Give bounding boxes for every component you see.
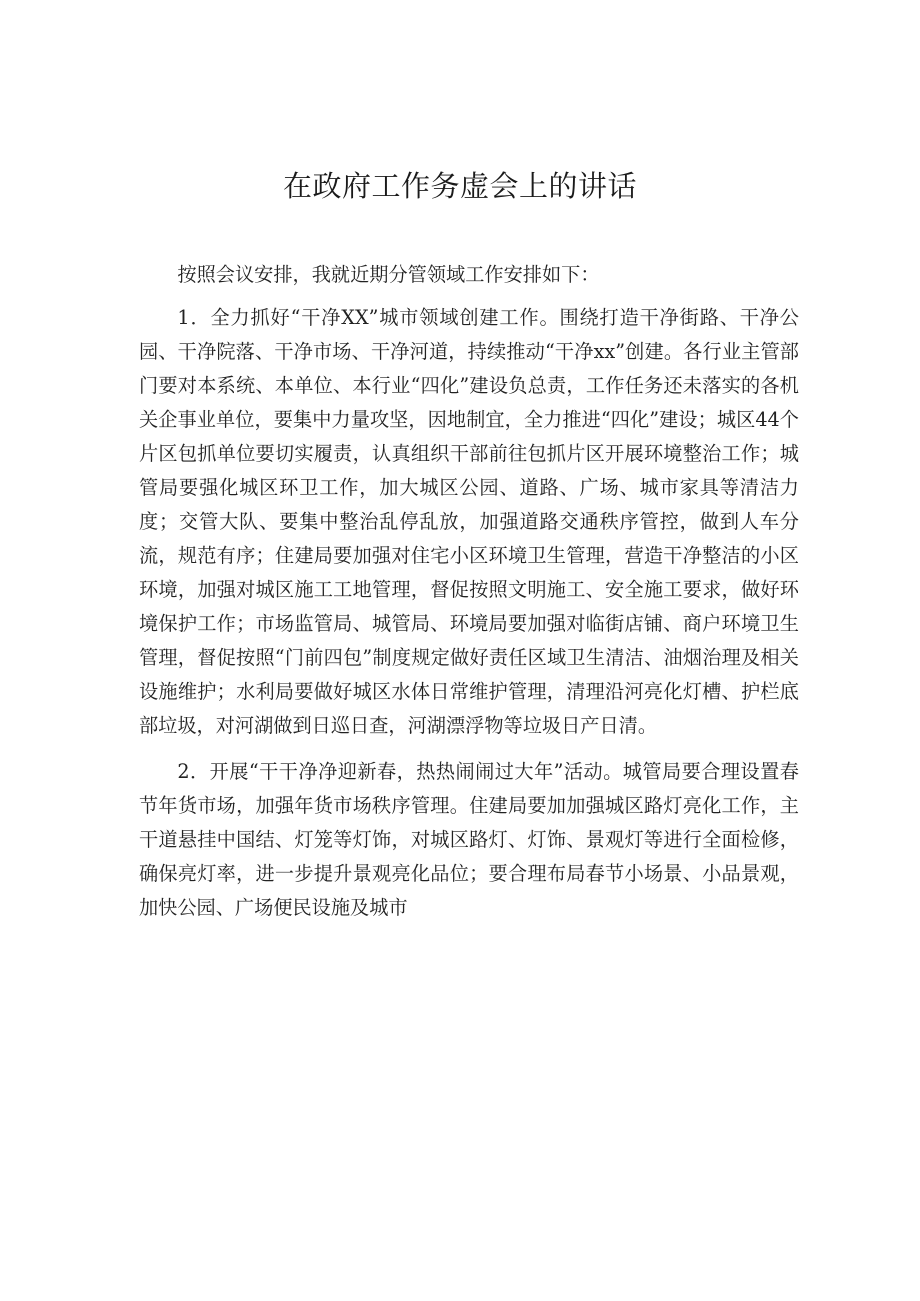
document-body — [139, 258, 799, 925]
section-1-paragraph: 1．全力抓好“干净XX”城市领域创建工作。围绕打造干净街路、干净公园、干净院落、干净市场、干净河道，持续推动“干净xx”创建。各行业主管部门要对本系统、本单位、本行业“四化”建设负总责，工作任务还未落实的各机关企事业单位，要集中力量攻坚，因地制宜，全力推进“四化”建设；城区44个片区包抓单位要切实履责，认真组织干部前往包抓片区开展环境整治工作；城管局要强化城区环卫工作，加大城区公园、道路、广场、城市家具等清洁力度；交管大队、要集中整治乱停乱放，加强道路交通秩序管控，做到人车分流，规范有序；住建局要加强对住宅小区环境卫生管理，营造干净整洁的小区环境，加强对城区施工工地管理，督促按照文明施工、安全施工要求，做好环境保护工作；市场监管局、城管局、环境局要加强对临街店铺、商户环境卫生管理，督促按照“门前四包”制度规定做好责任区域卫生清洁、油烟治理及相关设施维护；水利局要做好城区水体日常维护管理，清理沿河亮化灯槽、护栏底部垃圾，对河湖做到日巡日查，河湖漂浮物等垃圾日产日清。 — [139, 306, 799, 737]
section-2-paragraph: 2．开展“干干净净迎新春，热热闹闹过大年”活动。城管局要合理设置春节年货市场，加强年货市场秩序管理。住建局要加加强城区路灯亮化工作，主干道悬挂中国结、灯笼等灯饰，对城区路灯、灯饰、景观灯等进行全面检修，确保亮灯率，进一步提升景观亮化品位；要合理布局春节小场景、小品景观，加快公园、广场便民设施及城市 — [139, 760, 799, 919]
intro-paragraph: 按照会议安排，我就近期分管领域工作安排如下： — [177, 263, 600, 286]
document-title: 在政府工作务虚会上的讲话 — [282, 169, 637, 203]
